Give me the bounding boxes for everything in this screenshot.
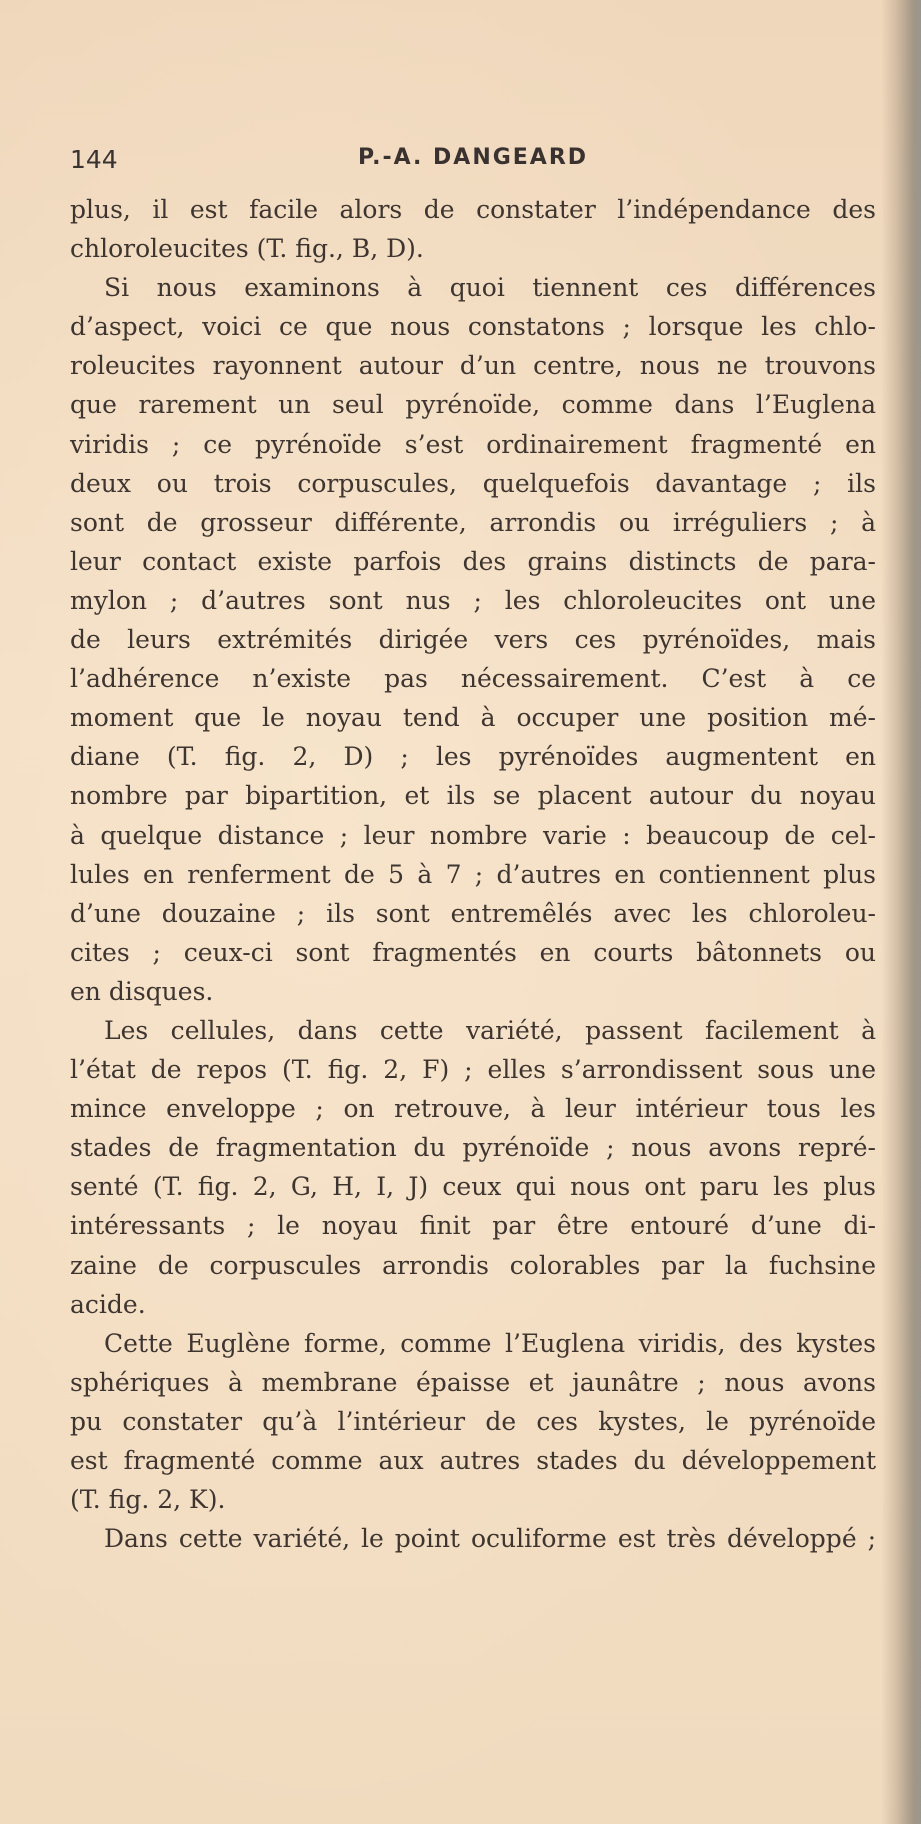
text-line: intéressants ; le noyau finit par être entouré d’une di- — [70, 1211, 876, 1241]
page-header — [70, 145, 876, 185]
text-line: viridis ; ce pyrénoïde s’est ordinairement fragmenté en — [70, 429, 876, 459]
page-number: 144 — [70, 145, 118, 174]
text-line: Dans cette variété, le point oculiforme est très développé ; — [104, 1524, 876, 1554]
text-line: à quelque distance ; leur nombre varie : beaucoup de cel- — [70, 820, 876, 850]
text-line: cites ; ceux-ci sont fragmentés en courts bâtonnets ou — [70, 937, 876, 967]
text-line: mylon ; d’autres sont nus ; les chloroleucites ont une — [70, 585, 876, 615]
text-line: est fragmenté comme aux autres stades du développement — [70, 1446, 876, 1475]
text-line: en disques. — [70, 976, 214, 1006]
text-line: d’aspect, voici ce que nous constatons ; lorsque les chlo- — [70, 312, 876, 342]
text-line: nombre par bipartition, et ils se placent autour du noyau — [70, 781, 876, 811]
text-line: Les cellules, dans cette variété, passent facilement à — [104, 1015, 876, 1045]
text-line: (T. fig. 2, K). — [70, 1485, 226, 1515]
text-line: pu constater qu’à l’intérieur de ces kystes, le pyrénoïde — [70, 1406, 876, 1436]
text-line: d’une douzaine ; ils sont entremêlés avec les chloroleu- — [70, 898, 876, 928]
running-head: P.-A. DANGEARD — [358, 145, 589, 170]
text-line: Si nous examinons à quoi tiennent ces différences — [104, 273, 876, 303]
text-line: roleucites rayonnent autour d’un centre, nous ne trouvons — [70, 351, 876, 381]
text-line: l’adhérence n’existe pas nécessairement. C’est à ce — [70, 664, 876, 694]
text-line: de leurs extrémités dirigée vers ces pyrénoïdes, mais — [70, 625, 876, 655]
text-line: diane (T. fig. 2, D) ; les pyrénoïdes augmentent en — [70, 742, 876, 772]
text-line: deux ou trois corpuscules, quelquefois davantage ; ils — [70, 468, 876, 498]
text-line: zaine de corpuscules arrondis colorables par la fuchsine — [70, 1250, 876, 1280]
text-line: sont de grosseur différente, arrondis ou irréguliers ; à — [70, 507, 876, 537]
text-line: plus, il est facile alors de constater l’indépendance des — [70, 195, 876, 224]
text-line: chloroleucites (T. fig., B, D). — [70, 234, 424, 264]
text-line: moment que le noyau tend à occuper une position mé- — [70, 703, 876, 733]
binding-gutter-shadow — [881, 0, 921, 1824]
text-line: leur contact existe parfois des grains distincts de para- — [70, 546, 876, 576]
text-line: l’état de repos (T. fig. 2, F) ; elles s’arrondissent sous une — [70, 1055, 876, 1085]
text-line: senté (T. fig. 2, G, H, I, J) ceux qui nous ont paru les plus — [70, 1172, 876, 1202]
text-line: que rarement un seul pyrénoïde, comme dans l’Euglena — [70, 390, 876, 420]
text-line: lules en renferment de 5 à 7 ; d’autres en contiennent plus — [70, 859, 876, 889]
body-text — [70, 190, 876, 1558]
text-line: stades de fragmentation du pyrénoïde ; nous avons repré- — [70, 1133, 876, 1163]
text-line: Cette Euglène forme, comme l’Euglena viridis, des kystes — [104, 1328, 876, 1358]
text-line: mince enveloppe ; on retrouve, à leur intérieur tous les — [70, 1094, 876, 1124]
text-line: acide. — [70, 1289, 146, 1319]
text-line: sphériques à membrane épaisse et jaunâtre ; nous avons — [70, 1367, 876, 1397]
